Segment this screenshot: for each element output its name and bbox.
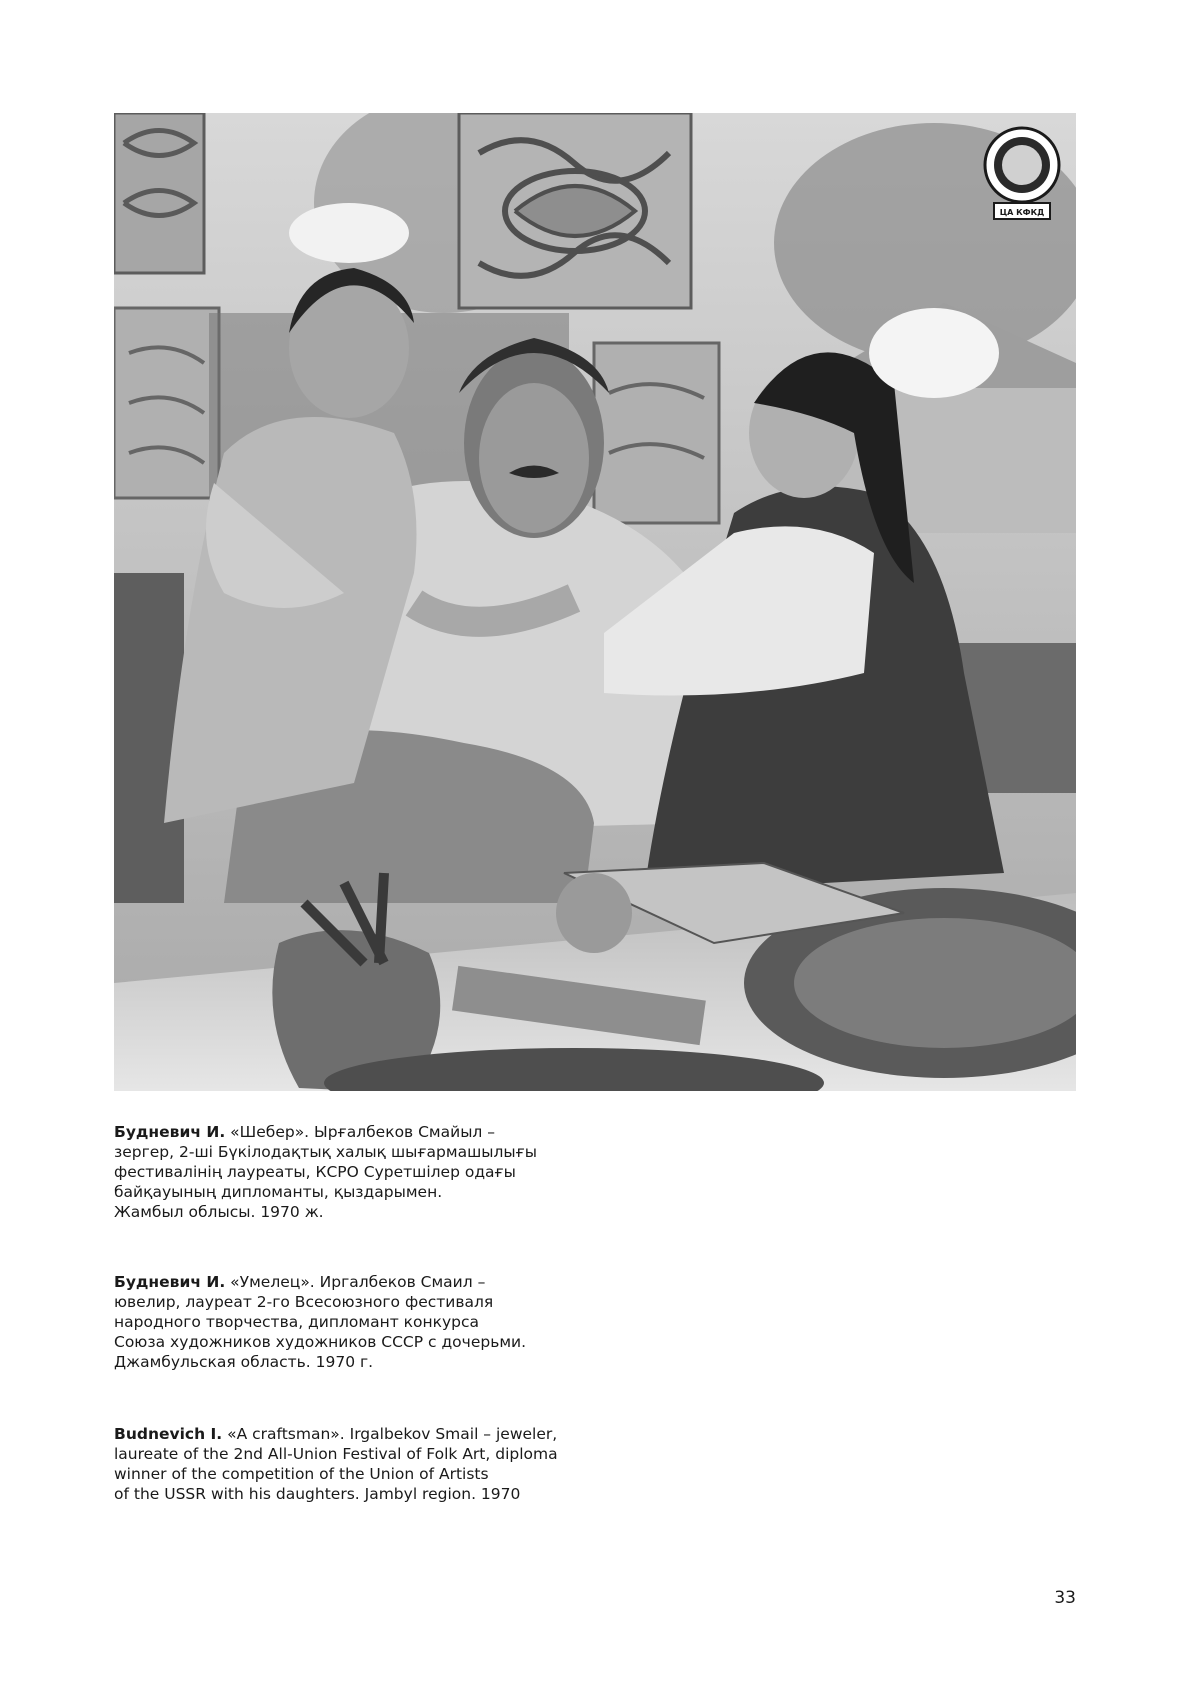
caption-kazakh — [114, 1122, 674, 1222]
caption-line: «Шебер». Ырғалбеков Смайыл – — [230, 1123, 496, 1141]
caption-line: байқауының дипломанты, қыздарымен. — [114, 1183, 443, 1201]
photograph — [114, 113, 1076, 1091]
caption-line: of the USSR with his daughters. Jambyl region. 1970 — [114, 1485, 521, 1503]
caption-author: Будневич И. — [114, 1273, 226, 1291]
caption-line: народного творчества, дипломант конкурса — [114, 1313, 480, 1331]
caption-line: Жамбыл облысы. 1970 ж. — [114, 1203, 324, 1221]
archive-emblem — [985, 128, 1059, 219]
caption-author: Будневич И. — [114, 1123, 226, 1141]
carved-panel — [459, 113, 691, 308]
caption-line: ювелир, лауреат 2-го Всесоюзного фестиваля — [114, 1293, 494, 1311]
page-number: 33 — [1054, 1588, 1076, 1608]
carved-panel — [114, 113, 204, 273]
caption-russian — [114, 1272, 674, 1372]
caption-english — [114, 1424, 674, 1504]
carved-panel — [594, 343, 719, 523]
caption-line: winner of the competition of the Union of Artists — [114, 1465, 489, 1483]
caption-line: Джамбульская область. 1970 г. — [114, 1353, 374, 1371]
caption-line: «Умелец». Иргалбеков Смаил – — [230, 1273, 486, 1291]
emblem-label: ЦА КФКД — [999, 208, 1045, 217]
caption-line: фестивалінің лауреаты, КСРО Суретшілер одағы — [114, 1163, 516, 1181]
caption-author: Budnevich I. — [114, 1425, 223, 1443]
caption-line: зергер, 2-ші Бүкілодақтық халық шығармашылығы — [114, 1143, 538, 1161]
caption-line: «A craftsman». Irgalbekov Smail – jeweler, — [227, 1425, 558, 1443]
caption-line: Союза художников художников СССР с дочерьми. — [114, 1333, 527, 1351]
caption-line: laureate of the 2nd All-Union Festival of Folk Art, diploma — [114, 1445, 558, 1463]
carved-panel — [114, 308, 219, 498]
